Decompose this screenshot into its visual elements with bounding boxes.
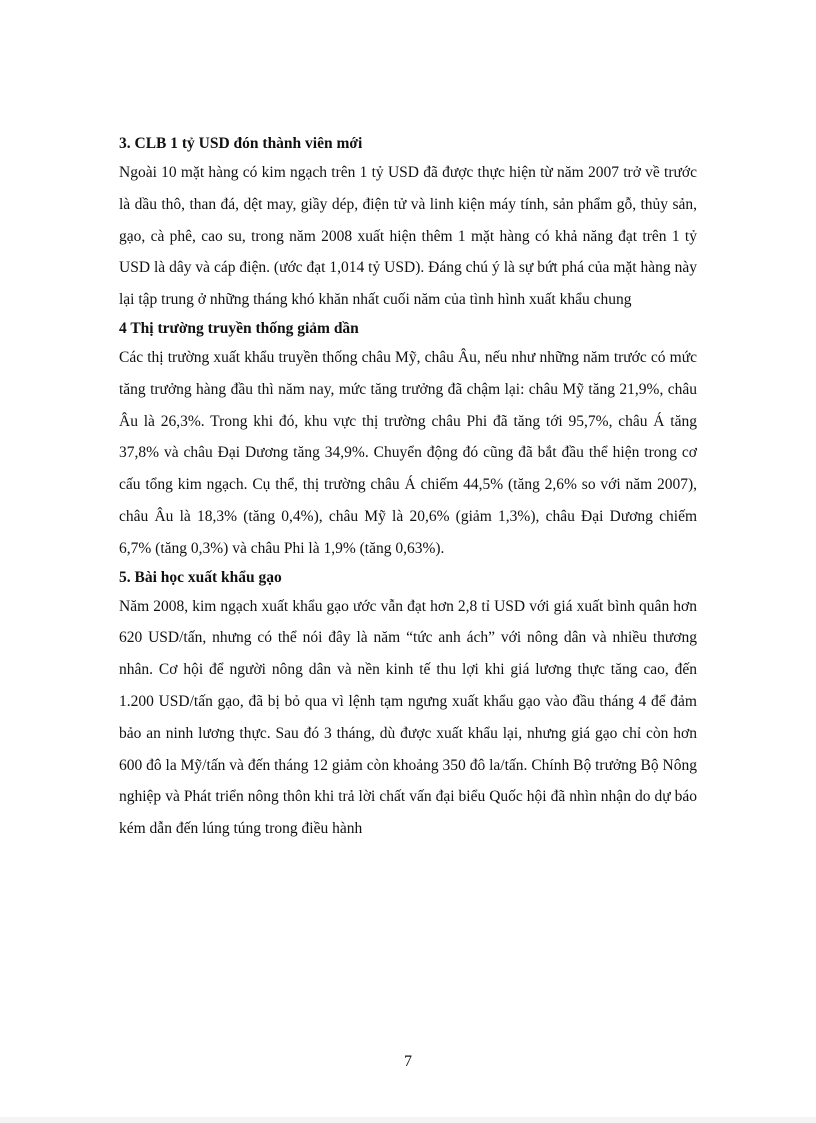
section-rice-export bbox=[119, 565, 697, 845]
section-new-member bbox=[119, 131, 697, 316]
section-paragraph: Các thị trường xuất khẩu truyền thống châu Mỹ, châu Âu, nếu như những năm trước có mức tăng trưởng hàng đầu thì năm nay, mức tăng trưởng đã chậm lại: châu Mỹ tăng 21,9%, châu Âu là 26,3%. Trong khi đó, khu vực thị trường châu Phi đã tăng tới 95,7%, châu Á tăng 37,8% và châu Đại Dương tăng 34,9%. Chuyển động đó cũng đã bắt đầu thể hiện trong cơ cấu tổng kim ngạch. Cụ thể, thị trường châu Á chiếm 44,5% (tăng 2,6% so với năm 2007), châu Âu là 18,3% (tăng 0,4%), châu Mỹ là 20,6% (giảm 1,3%), châu Đại Dương chiếm 6,7% (tăng 0,3%) và châu Phi là 1,9% (tăng 0,63%). bbox=[119, 348, 697, 557]
section-paragraph: Năm 2008, kim ngạch xuất khẩu gạo ước vẫn đạt hơn 2,8 tỉ USD với giá xuất bình quân hơn 620 USD/tấn, nhưng có thể nói đây là năm “tức anh ách” với nông dân và nhiều thương nhân. Cơ hội để người nông dân và nền kinh tế thu lợi khi giá lương thực tăng cao, đến 1.200 USD/tấn gạo, đã bị bỏ qua vì lệnh tạm ngưng xuất khẩu gạo vào đầu tháng 4 để đảm bảo an ninh lương thực. Sau đó 3 tháng, dù được xuất khẩu lại, nhưng giá gạo chỉ còn hơn 600 đô la Mỹ/tấn và đến tháng 12 giảm còn khoảng 350 đô la/tấn. Chính Bộ trưởng Bộ Nông nghiệp và Phát triển nông thôn khi trả lời chất vấn đại biểu Quốc hội đã nhìn nhận do dự báo kém dẫn đến lúng túng trong điều hành bbox=[119, 597, 697, 838]
page-bottom-edge bbox=[0, 1117, 816, 1123]
section-traditional-markets bbox=[119, 316, 697, 565]
document-page bbox=[119, 131, 697, 845]
section-heading: 5. Bài học xuất khẩu gạo bbox=[119, 568, 282, 586]
section-heading: 3. CLB 1 tỷ USD đón thành viên mới bbox=[119, 135, 363, 152]
section-paragraph: Ngoài 10 mặt hàng có kim ngạch trên 1 tỷ USD đã được thực hiện từ năm 2007 trở về trước là dầu thô, than đá, dệt may, giầy dép, điện tử và linh kiện máy tính, sản phẩm gỗ, thủy sản, gạo, cà phê, cao su, trong năm 2008 xuất hiện thêm 1 mặt hàng có khả năng đạt trên 1 tỷ USD là dây và cáp điện. (ước đạt 1,014 tỷ USD). Đáng chú ý là sự bứt phá của mặt hàng này lại tập trung ở những tháng khó khăn nhất cuối năm của tình hình xuất khẩu chung bbox=[119, 164, 697, 309]
page-number: 7 bbox=[404, 1053, 412, 1070]
section-heading: 4 Thị trường truyền thống giảm dần bbox=[119, 319, 359, 337]
